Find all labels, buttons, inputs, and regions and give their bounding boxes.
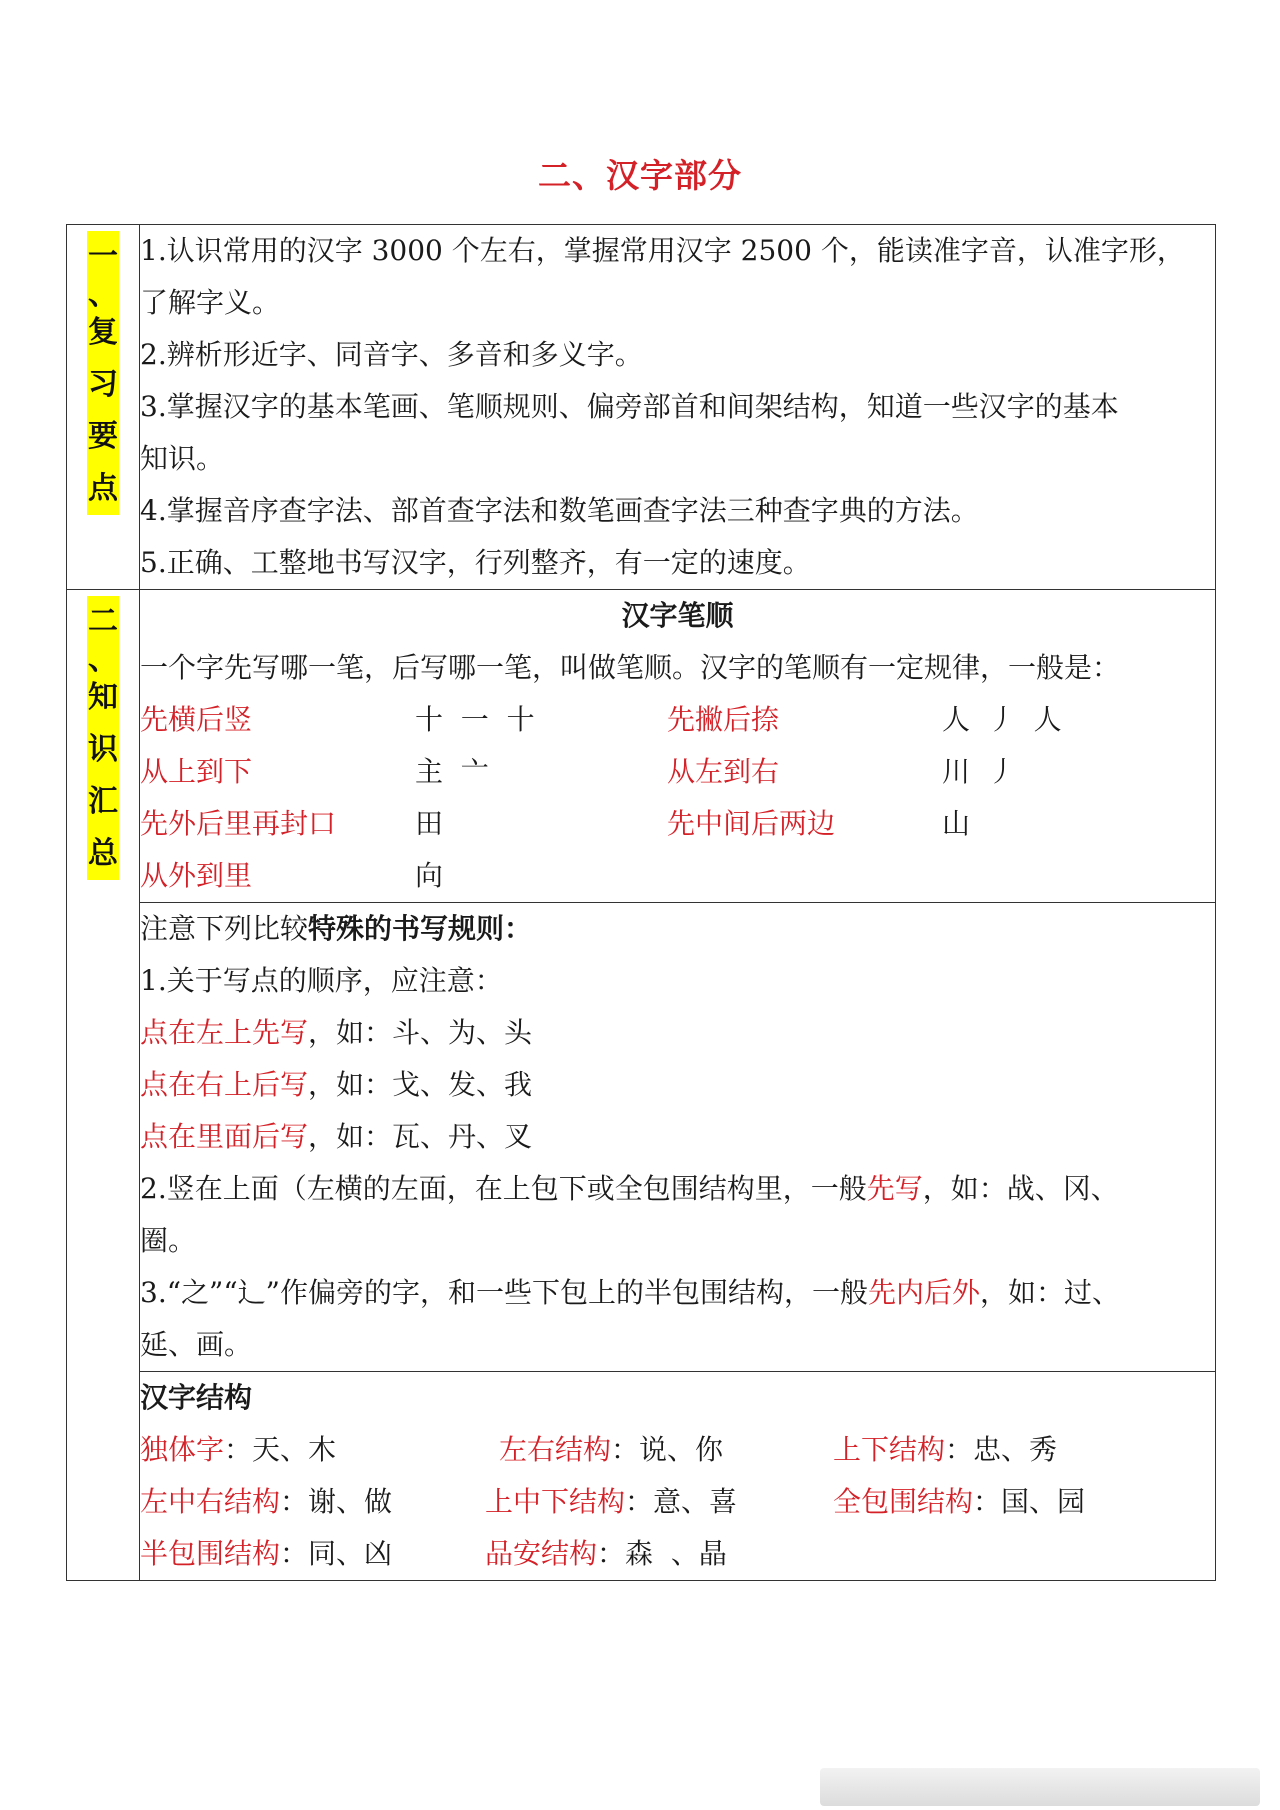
- structure-item: [833, 1528, 1163, 1580]
- structure-item: [833, 1424, 1163, 1476]
- review-table: [66, 224, 1216, 1581]
- dot-rule: [140, 1111, 1215, 1163]
- intro-text: 注意下列比较: [140, 912, 309, 945]
- dot-rule-examples: ，如：瓦、丹、叉: [308, 1120, 533, 1153]
- special-rules-intro: [140, 903, 1215, 955]
- stroke-rule-example: 田: [415, 807, 444, 840]
- dot-rule-examples: ，如：斗、为、头: [308, 1016, 533, 1049]
- structure-item: [833, 1476, 1163, 1528]
- section-label-cell: [67, 225, 140, 590]
- dot-rule-examples: ，如：戈、发、我: [308, 1068, 533, 1101]
- stroke-rule-example: 主 亠: [415, 755, 489, 788]
- stroke-rule-row: [140, 694, 1215, 746]
- stroke-rule-name: 先中间后两边: [667, 807, 836, 840]
- label-char: 总: [88, 836, 118, 871]
- dot-rule-name: 点在右上后写: [140, 1068, 309, 1101]
- dot-order-heading: 1.关于写点的顺序，应注意：: [140, 964, 503, 997]
- review-point: 了解字义。: [140, 286, 281, 319]
- section-special-rules: [67, 903, 1216, 1372]
- structure-examples: ：忠、秀: [945, 1433, 1058, 1466]
- stroke-order-content: [140, 590, 1216, 903]
- review-points-content: [140, 225, 1216, 590]
- structure-name: 上中下结构: [485, 1485, 626, 1518]
- label-char: 、: [88, 277, 118, 312]
- page-title: 二、汉字部分: [538, 156, 742, 195]
- stroke-rule-example: 人 丿 人: [942, 703, 1062, 736]
- structure-examples: ：同、凶: [280, 1537, 393, 1570]
- label-char: 一: [88, 239, 118, 274]
- structure-name: 半包围结构: [140, 1537, 281, 1570]
- label-char: 知: [88, 680, 118, 715]
- review-point: 2.辨析形近字、同音字、多音和多义字。: [140, 338, 643, 371]
- stroke-rule-example: 川 丿: [942, 755, 1016, 788]
- stroke-rule-name: 先外后里再封口: [140, 807, 337, 840]
- label-char: 复: [88, 315, 118, 350]
- structure-item: [140, 1528, 485, 1580]
- label-char: 汇: [88, 784, 118, 819]
- structure-examples: ：国、园: [973, 1485, 1086, 1518]
- vertical-stroke-rule-cont: 圈。: [140, 1224, 197, 1257]
- dot-rule-name: 点在左上先写: [140, 1016, 309, 1049]
- structure-examples: ：谢、做: [280, 1485, 393, 1518]
- review-point: 5.正确、工整地书写汉字，行列整齐，有一定的速度。: [140, 546, 811, 579]
- stroke-order-intro: 一个字先写哪一笔，后写哪一笔，叫做笔顺。汉字的笔顺有一定规律，一般是：: [140, 651, 1121, 684]
- stroke-rule-name: 从左到右: [667, 755, 780, 788]
- stroke-rule-example: [942, 850, 1182, 902]
- structure-row: [140, 1528, 1215, 1580]
- structure-heading: 汉字结构: [140, 1381, 253, 1414]
- structure-item: [485, 1476, 833, 1528]
- stroke-rule-row: [140, 798, 1215, 850]
- structure-name: 全包围结构: [833, 1485, 974, 1518]
- rule-highlight: 先写: [866, 1172, 923, 1205]
- watermark-bar: [820, 1768, 1260, 1806]
- vertical-stroke-rule: [140, 1163, 1215, 1215]
- structure-examples: ：森 、晶: [597, 1537, 727, 1570]
- label-char: 二: [88, 604, 118, 639]
- rule-text: ，如：过、: [980, 1276, 1121, 1309]
- stroke-rule-row: [140, 746, 1215, 798]
- structure-row: [140, 1424, 1215, 1476]
- structure-name: 上下结构: [833, 1433, 946, 1466]
- radical-rule: [140, 1267, 1215, 1319]
- section-label-knowledge-summary: [87, 596, 119, 880]
- structure-examples: ：意、喜: [625, 1485, 738, 1518]
- review-point: 1.认识常用的汉字 3000 个左右，掌握常用汉字 2500 个，能读准字音，认准字形，: [140, 234, 1185, 267]
- section-structure: [67, 1372, 1216, 1581]
- structure-name: 品安结构: [485, 1537, 598, 1570]
- structure-name: 独体字: [140, 1433, 225, 1466]
- structure-examples: ：天、木: [224, 1433, 337, 1466]
- stroke-rule-example: 向: [415, 859, 444, 892]
- section-stroke-order: [67, 590, 1216, 903]
- radical-rule-cont: 延、画。: [140, 1328, 253, 1361]
- structure-item: [140, 1424, 485, 1476]
- section-label-review-points: [87, 231, 119, 515]
- structure-row: [140, 1476, 1215, 1528]
- rule-text: 3.“之”“辶”作偏旁的字，和一些下包上的半包围结构，一般: [140, 1276, 868, 1309]
- rule-text: ，如：战、冈、: [922, 1172, 1119, 1205]
- intro-bold-text: 特殊的书写规则：: [308, 912, 533, 945]
- stroke-order-heading: 汉字笔顺: [621, 599, 734, 632]
- rule-text: 2.竖在上面（左横的左面，在上包下或全包围结构里，一般: [140, 1172, 867, 1205]
- review-point: 4.掌握音序查字法、部首查字法和数笔画查字法三种查字典的方法。: [140, 494, 979, 527]
- dot-rule-name: 点在里面后写: [140, 1120, 309, 1153]
- structure-name: 左右结构: [499, 1433, 612, 1466]
- structure-examples: ：说、你: [611, 1433, 724, 1466]
- stroke-rule-example: 十 一 十: [415, 703, 535, 736]
- dot-rule: [140, 1059, 1215, 1111]
- review-point: 3.掌握汉字的基本笔画、笔顺规则、偏旁部首和间架结构，知道一些汉字的基本: [140, 390, 1119, 423]
- label-char: 识: [88, 732, 118, 767]
- review-point: 知识。: [140, 442, 225, 475]
- stroke-rule-name: 先横后竖: [140, 703, 253, 736]
- stroke-rule-name: 从上到下: [140, 755, 253, 788]
- label-char: 要: [88, 419, 118, 454]
- section-review-points: [67, 225, 1216, 590]
- structure-item: [485, 1528, 833, 1580]
- label-char: 、: [88, 642, 118, 677]
- stroke-rule-row: [140, 850, 1215, 902]
- structure-item: [485, 1424, 833, 1476]
- rule-highlight: 先内后外: [867, 1276, 980, 1309]
- label-char: 点: [88, 471, 118, 506]
- dot-rule: [140, 1007, 1215, 1059]
- stroke-rule-name: [667, 850, 942, 902]
- stroke-rule-name: 先撇后捺: [667, 703, 780, 736]
- structure-item: [140, 1476, 485, 1528]
- special-rules-content: [140, 903, 1216, 1372]
- stroke-rule-example: 山: [942, 807, 971, 840]
- section-label-cell: [67, 590, 140, 1581]
- stroke-rule-name: 从外到里: [140, 859, 253, 892]
- structure-content: [140, 1372, 1216, 1581]
- label-char: 习: [88, 367, 118, 402]
- structure-name: 左中右结构: [140, 1485, 281, 1518]
